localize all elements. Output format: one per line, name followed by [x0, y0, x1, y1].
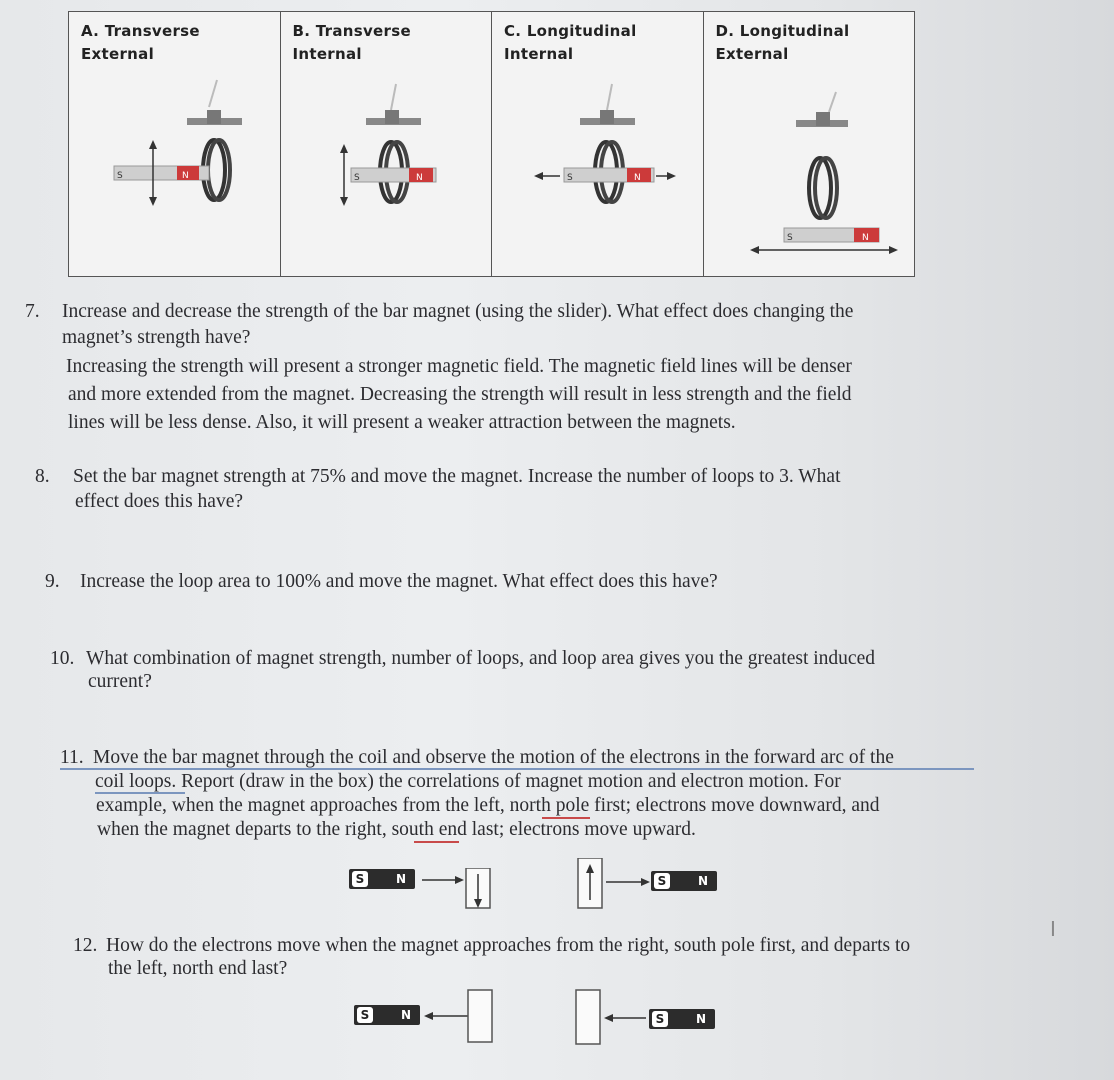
text-cursor-icon: I	[1050, 917, 1056, 941]
q12-magnet-left-n-pole: N	[400, 1008, 411, 1022]
q11-magnet-left-n-pole: N	[395, 872, 406, 886]
question-11-underline-2	[95, 792, 185, 794]
question-8-line1: Set the bar magnet strength at 75% and move the magnet. Increase the number of loops to 3. What	[73, 466, 841, 487]
figure-b	[281, 12, 493, 276]
figure-b-coil-diagram	[281, 12, 486, 274]
question-7	[25, 298, 40, 325]
question-11-line4: when the magnet departs to the right, south end last; electrons move upward.	[97, 819, 696, 840]
figure-c-coil-diagram	[492, 12, 702, 274]
question-9-number: 9.	[45, 571, 60, 592]
svg-text:S: S	[353, 173, 360, 183]
figure-b-title-line1: B. Transverse	[292, 22, 411, 40]
q12-box-and-arrow-2	[574, 988, 654, 1046]
figure-d-title-line2: External	[715, 45, 789, 63]
q12-magnet-left	[354, 1005, 420, 1025]
q12-magnet-right-n-pole: N	[695, 1012, 706, 1026]
question-10-line1: What combination of magnet strength, number of loops, and loop area gives you the greatest induced	[86, 648, 875, 669]
question-11-line1: Move the bar magnet through the coil and observe the motion of the electrons in the forward arc of the	[93, 747, 894, 768]
south-spellcheck-mark	[414, 841, 459, 843]
question-9-line1: Increase the loop area to 100% and move the magnet. What effect does this have?	[80, 571, 718, 592]
question-12-line2: the left, north end last?	[108, 958, 288, 979]
figure-d	[704, 12, 915, 276]
svg-text:N: N	[182, 171, 189, 181]
polarization-figure-grid	[68, 11, 915, 277]
q12-magnet-right-s-pole: S	[652, 1011, 668, 1027]
question-7-number: 7.	[25, 301, 40, 322]
question-11-line2: coil loops. Report (draw in the box) the correlations of magnet motion and electron motion. For	[95, 771, 841, 792]
svg-text:S: S	[567, 173, 573, 183]
question-7-prompt-line2: magnet’s strength have?	[62, 327, 251, 348]
figure-a-title-line1: A. Transverse	[81, 22, 200, 40]
figure-d-coil-diagram	[704, 12, 924, 274]
figure-a-coil-diagram	[69, 12, 279, 274]
question-10-line2: current?	[88, 671, 152, 692]
q11-magnet-left-s-pole: S	[352, 871, 368, 887]
figure-c-title-line1: C. Longitudinal	[504, 22, 637, 40]
question-8-line2: effect does this have?	[75, 491, 244, 512]
question-7-answer-line1[interactable]: Increasing the strength will present a stronger magnetic field. The magnetic field lines will be denser	[66, 356, 852, 377]
question-7-answer-line3[interactable]: lines will be less dense. Also, it will present a weaker attraction between the magnets.	[68, 412, 736, 433]
q12-magnet-right	[649, 1009, 715, 1029]
question-11-line3: example, when the magnet approaches from the left, north pole first; electrons move downward, and	[96, 795, 880, 816]
question-8-number: 8.	[35, 466, 50, 487]
svg-text:N: N	[861, 233, 869, 243]
q11-depart-box-and-arrow	[576, 858, 656, 910]
question-10-number: 10.	[50, 648, 75, 669]
q12-answer-box-1[interactable]	[468, 990, 492, 1042]
figure-c	[492, 12, 704, 276]
svg-text:N: N	[415, 173, 423, 183]
north-spellcheck-mark	[542, 817, 590, 819]
q11-magnet-right	[651, 871, 717, 891]
q11-magnet-right-n-pole: N	[697, 874, 708, 888]
figure-d-title-line1: D. Longitudinal	[715, 22, 850, 40]
svg-text:S: S	[786, 233, 793, 243]
svg-text:N: N	[634, 173, 641, 183]
q11-magnet-right-s-pole: S	[654, 873, 670, 889]
question-12-line1: How do the electrons move when the magnet approaches from the right, south pole first, and departs to	[106, 935, 911, 956]
figure-a-title-line2: External	[81, 45, 155, 63]
figure-c-title-line2: Internal	[504, 45, 574, 63]
question-12-number: 12.	[73, 935, 98, 956]
q12-magnet-left-s-pole: S	[357, 1007, 373, 1023]
q12-answer-box-2[interactable]	[576, 990, 600, 1044]
svg-text:S: S	[117, 171, 123, 181]
q12-arrow-and-box-1	[420, 988, 500, 1046]
question-7-prompt-line1: Increase and decrease the strength of the bar magnet (using the slider). What effect does changing the	[62, 301, 854, 322]
figure-b-title-line2: Internal	[292, 45, 362, 63]
figure-a	[69, 12, 281, 276]
question-11-number: 11.	[60, 747, 84, 768]
q11-approach-arrow-and-box	[418, 868, 498, 912]
question-7-answer-line2[interactable]: and more extended from the magnet. Decreasing the strength will result in less strength and the field	[68, 384, 852, 405]
q11-magnet-left	[349, 869, 415, 889]
question-11-underline-1	[60, 768, 974, 770]
